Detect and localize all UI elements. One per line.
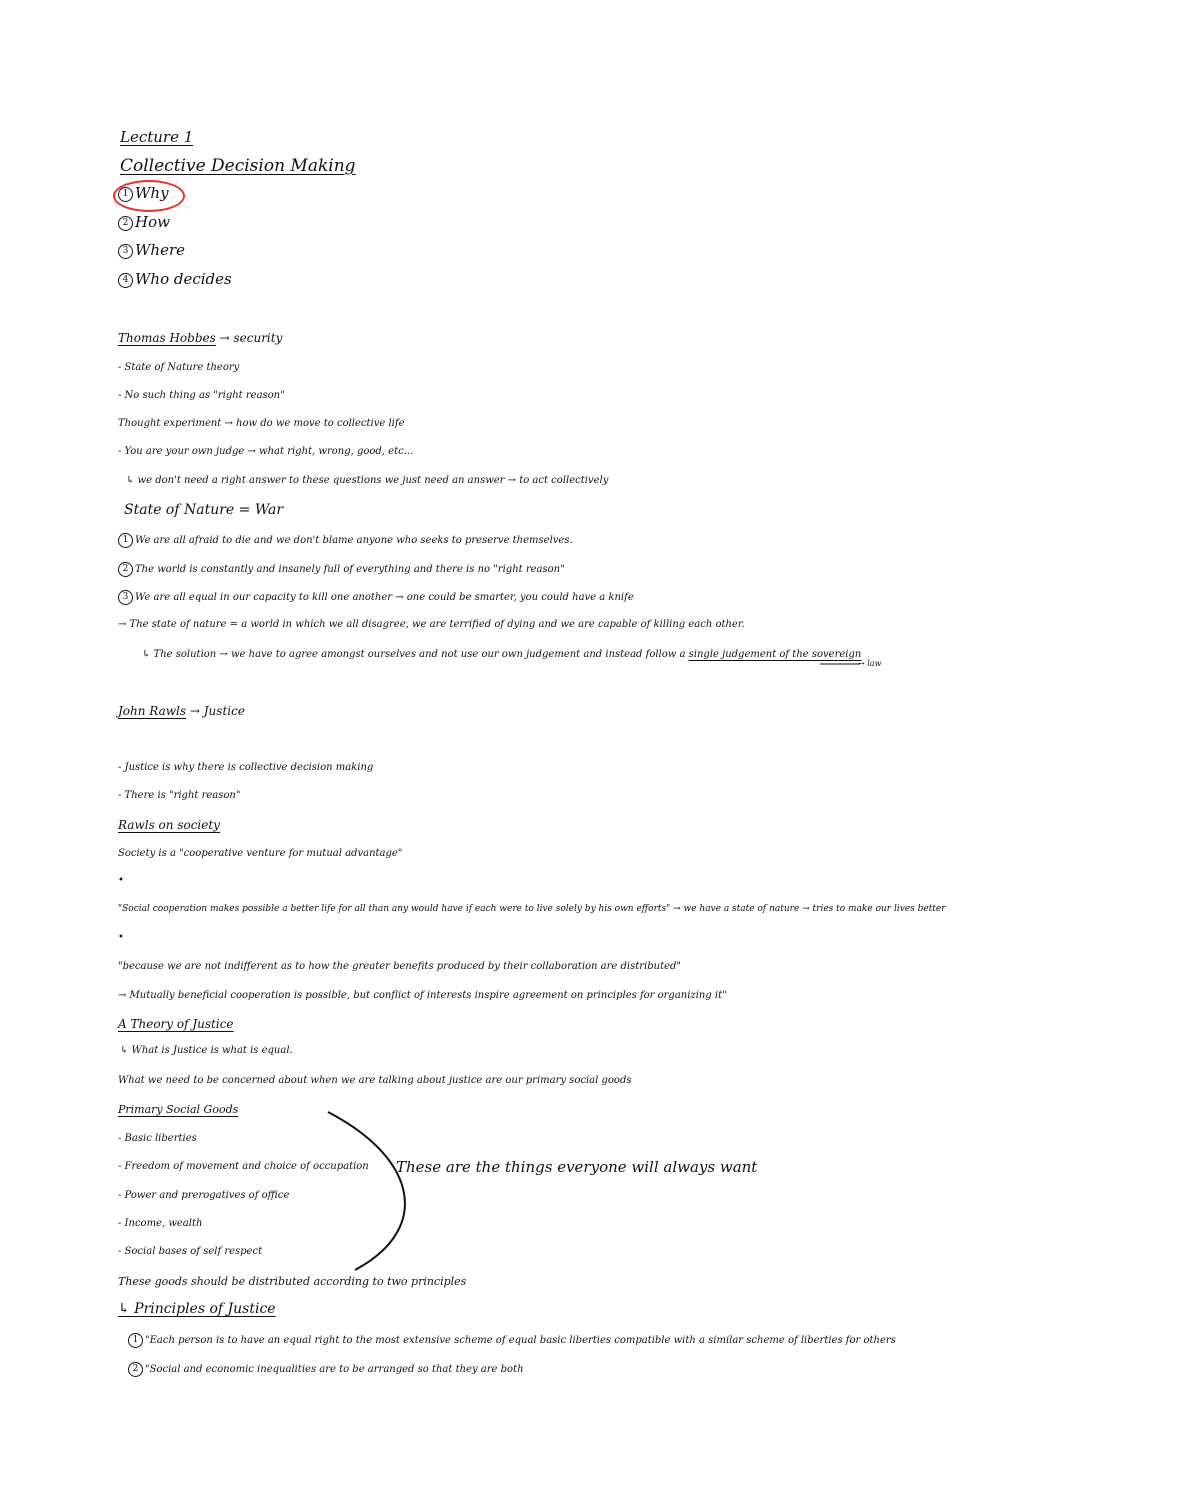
question-label: Who decides — [135, 270, 232, 288]
question-number: 1 — [118, 187, 133, 202]
question-label: Where — [135, 241, 186, 259]
distribution-principles-line: These goods should be distributed according to two principles — [118, 1275, 467, 1288]
justice-principle — [128, 1333, 896, 1348]
point-number: 1 — [118, 533, 133, 548]
mutual-cooperation-line: → Mutually beneficial cooperation is possible, but conflict of interests inspire agreement on principles for organizing it" — [118, 990, 727, 1001]
question-number: 2 — [118, 216, 133, 231]
point-number: 2 — [118, 562, 133, 577]
question-how — [118, 215, 170, 231]
question-number: 3 — [118, 244, 133, 259]
solution-underlined: single judgement of the sovereign — [688, 649, 862, 660]
hobbes-point — [118, 590, 634, 605]
hobbes-line: ↳ we don't need a right answer to these questions we just need an answer → to act collectively — [126, 475, 609, 486]
goods-item: - Power and prerogatives of office — [118, 1190, 290, 1201]
goods-item: - Social bases of self respect — [118, 1246, 263, 1257]
goods-item: - Income, wealth — [118, 1218, 203, 1229]
principles-of-justice-heading: ↳ Principles of Justice — [118, 1301, 276, 1317]
social-cooperation-quote: "Social cooperation makes possible a better life for all than any would have if each were to live solely by his own efforts" → we have a state of nature → tries to make our lives better — [118, 904, 946, 914]
rawls-heading — [118, 705, 245, 717]
hobbes-line: - No such thing as "right reason" — [118, 390, 285, 401]
primary-social-goods-heading: Primary Social Goods — [118, 1103, 239, 1116]
rawls-arrow-note: → Justice — [189, 704, 245, 718]
state-of-nature-conclusion: → The state of nature = a world in which we all disagree, we are terrified of dying and we are capable of killing each other. — [118, 619, 745, 630]
distribution-quote: "because we are not indifferent as to how the greater benefits produced by their collaboration are distributed" — [118, 961, 682, 972]
rawls-name: John Rawls — [118, 704, 187, 718]
question-label: How — [135, 213, 170, 231]
point-text: The world is constantly and insanely full of everything and there is no "right reason" — [135, 564, 565, 575]
goods-item: - Basic liberties — [118, 1133, 197, 1144]
principle-number: 2 — [128, 1362, 143, 1377]
justice-principle — [128, 1362, 524, 1377]
theory-line: ↳ What is Justice is what is equal. — [120, 1045, 293, 1056]
question-who-decides — [118, 272, 232, 288]
state-of-nature-heading: State of Nature = War — [124, 502, 284, 518]
hobbes-line: - You are your own judge → what right, wrong, good, etc... — [118, 446, 414, 457]
sovereign-solution — [142, 650, 861, 660]
hobbes-line: - State of Nature theory — [118, 362, 240, 373]
goods-item: - Freedom of movement and choice of occupation — [118, 1161, 369, 1172]
goods-bracket-note: These are the things everyone will always want — [396, 1158, 758, 1176]
society-line: Society is a "cooperative venture for mutual advantage" — [118, 848, 403, 859]
solution-law-note: → law — [858, 659, 882, 668]
hobbes-heading — [118, 332, 282, 344]
topic-title: Collective Decision Making — [120, 156, 356, 176]
principle-number: 1 — [128, 1333, 143, 1348]
lecture-title: Lecture 1 — [120, 128, 194, 146]
question-label: Why — [135, 184, 169, 202]
bullet-mark: • — [118, 932, 124, 943]
bracket-curve — [328, 1112, 405, 1270]
rawls-on-society-heading: Rawls on society — [118, 818, 220, 832]
hobbes-arrow-note: → security — [219, 331, 283, 345]
hobbes-point — [118, 533, 573, 548]
hobbes-name: Thomas Hobbes — [118, 331, 216, 345]
bullet-mark: • — [118, 875, 124, 886]
point-text: We are all equal in our capacity to kill one another → one could be smarter, you could have a knife — [135, 592, 634, 603]
principle-text: "Social and economic inequalities are to be arranged so that they are both — [145, 1364, 524, 1375]
question-number: 4 — [118, 273, 133, 288]
solution-prefix: ↳ The solution → we have to agree amongst ourselves and not use our own judgement and instead follow a — [142, 649, 689, 660]
rawls-line: - Justice is why there is collective decision making — [118, 762, 374, 773]
hobbes-point — [118, 562, 565, 577]
question-where — [118, 243, 185, 259]
question-why — [118, 186, 169, 202]
rawls-line: - There is "right reason" — [118, 790, 241, 801]
hobbes-line: Thought experiment → how do we move to collective life — [118, 418, 405, 429]
principle-text: "Each person is to have an equal right to the most extensive scheme of equal basic liberties compatible with a similar scheme of liberties for others — [145, 1335, 896, 1346]
point-text: We are all afraid to die and we don't blame anyone who seeks to preserve themselves. — [135, 535, 573, 546]
theory-of-justice-heading: A Theory of Justice — [118, 1017, 234, 1031]
point-number: 3 — [118, 590, 133, 605]
concern-line: What we need to be concerned about when we are talking about justice are our primary social goods — [118, 1075, 632, 1086]
